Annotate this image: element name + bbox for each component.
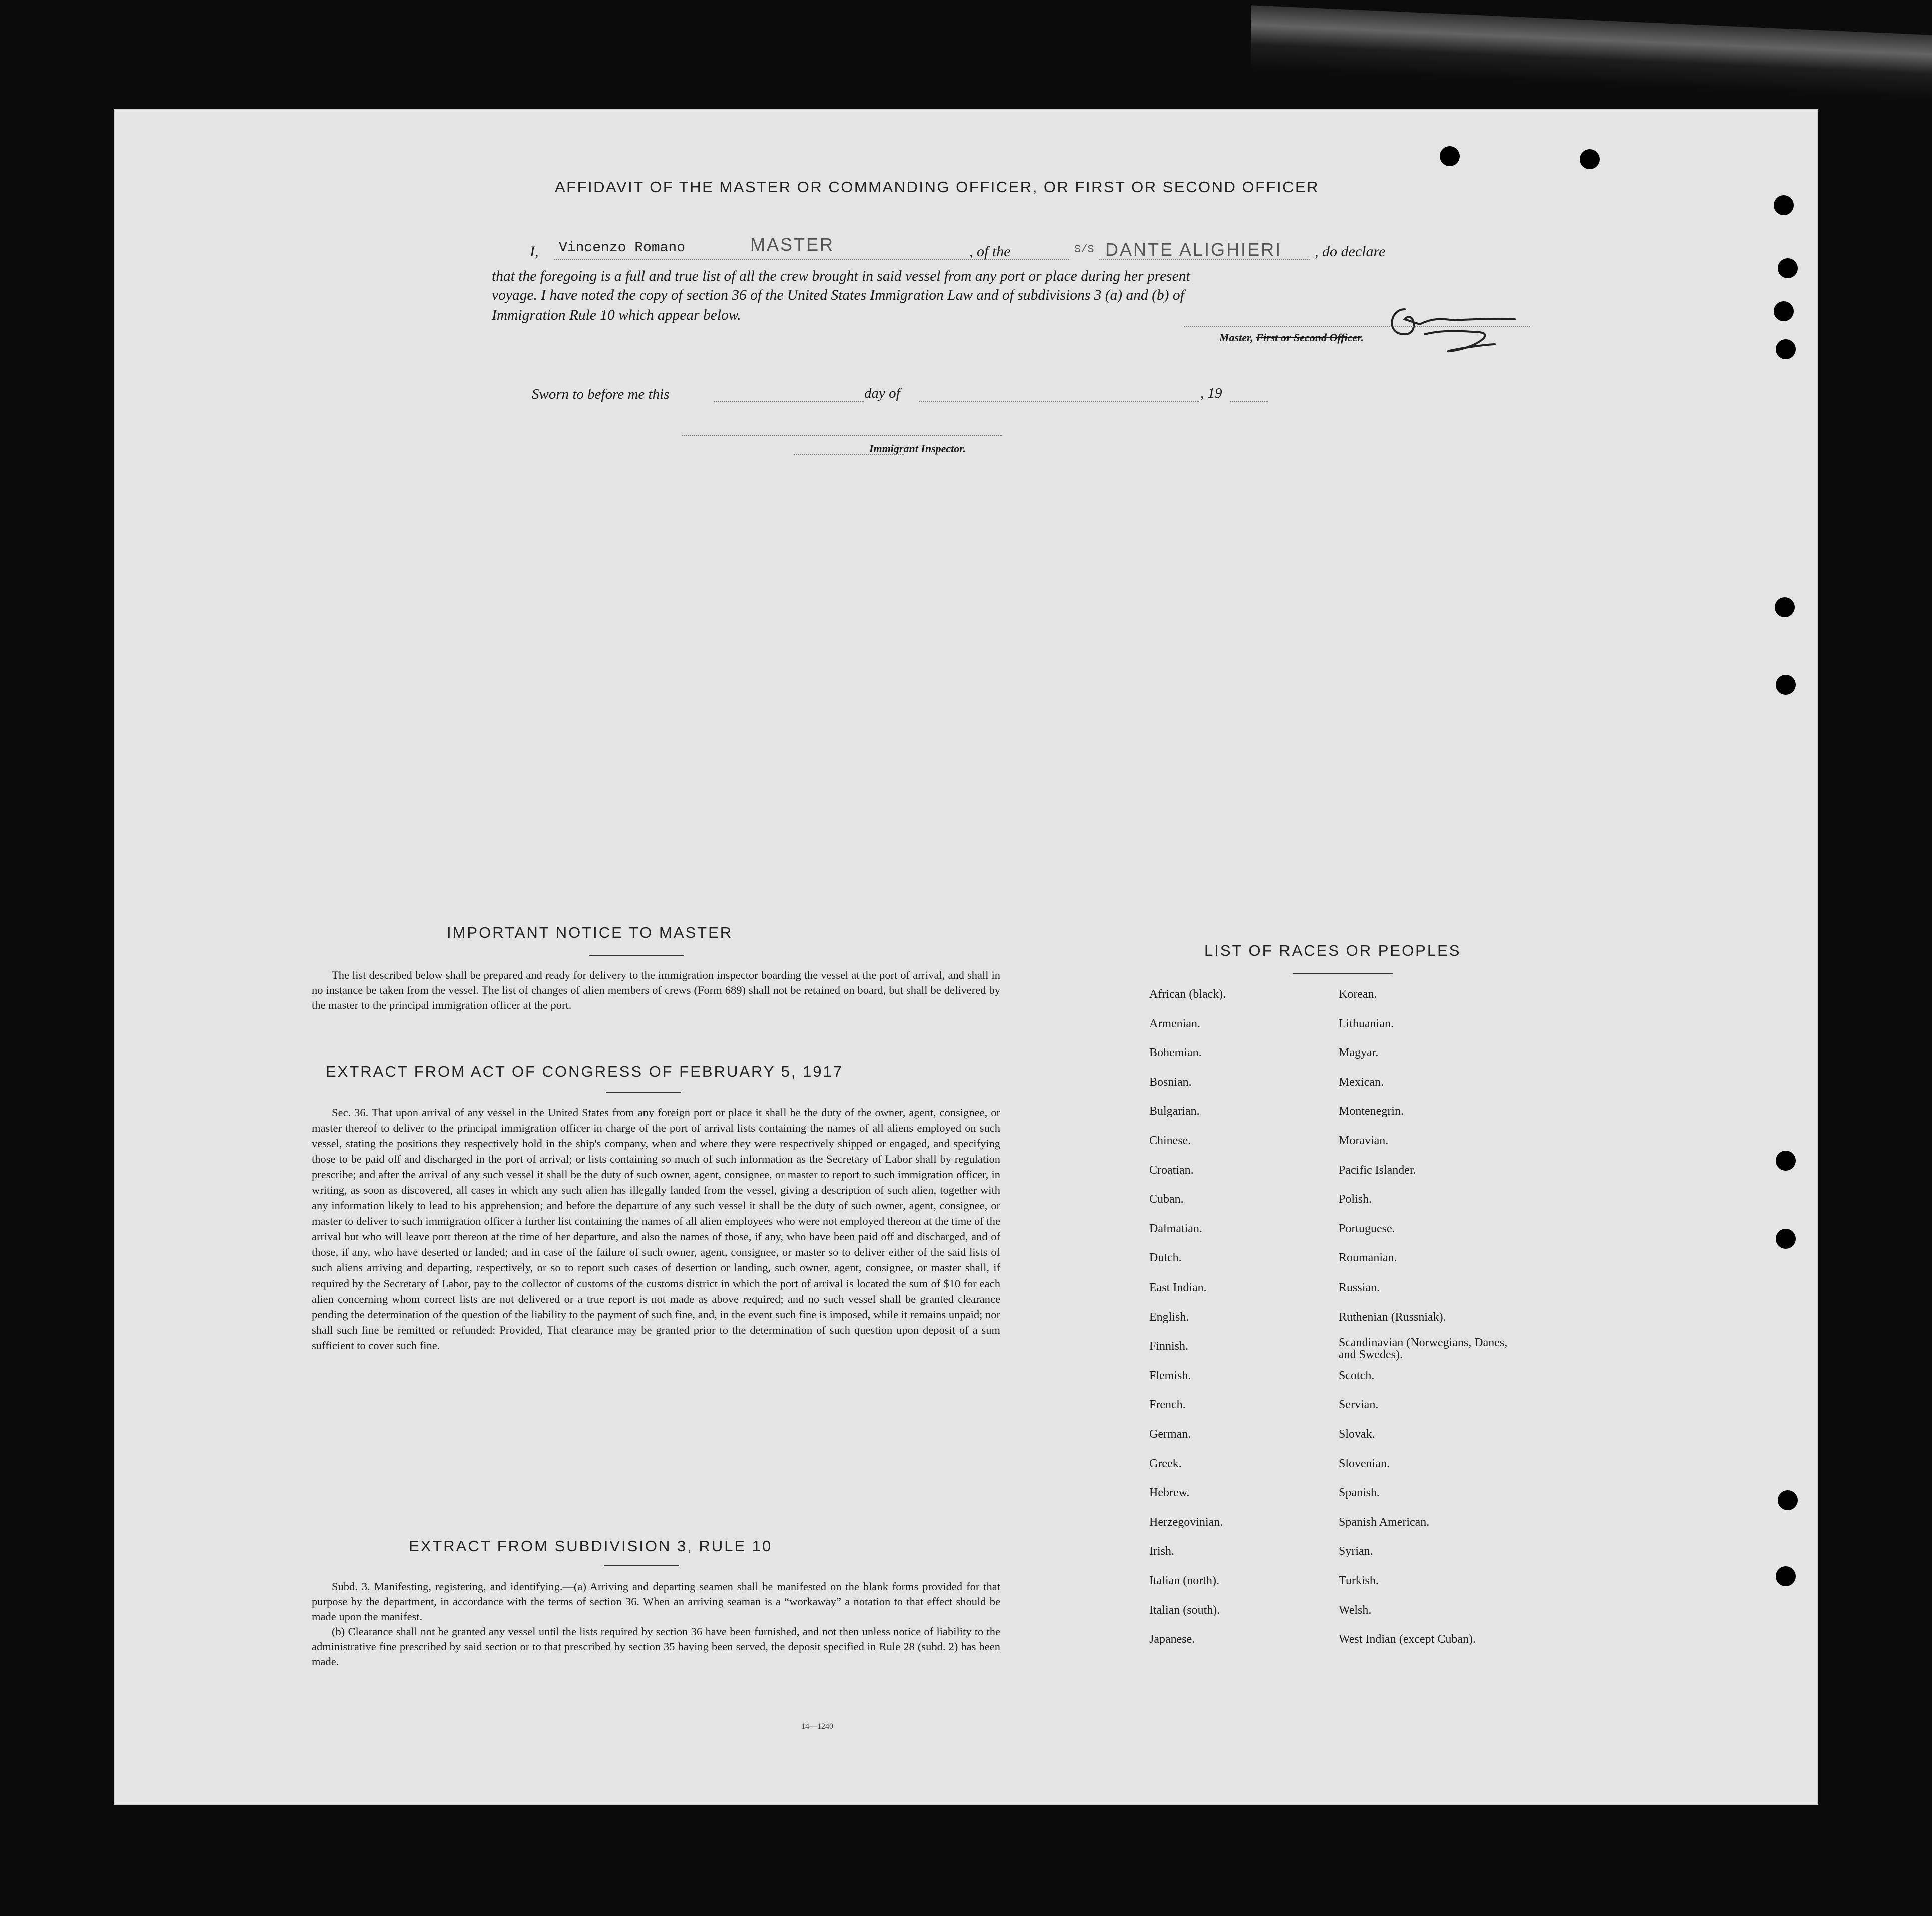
year-label: , 19 xyxy=(1200,385,1222,401)
master-signature xyxy=(1254,289,1535,359)
race-item: Irish. xyxy=(1149,1545,1174,1558)
vessel-name-stamp: DANTE ALIGHIERI xyxy=(1105,239,1282,260)
race-item: Spanish. xyxy=(1339,1486,1380,1499)
form-number: 14—1240 xyxy=(801,1722,833,1731)
rule-text xyxy=(312,1579,1000,1669)
notice-text xyxy=(312,968,1000,1013)
race-item: Bohemian. xyxy=(1149,1046,1202,1059)
race-item: Polish. xyxy=(1339,1193,1372,1206)
act-text xyxy=(312,1105,1000,1353)
race-item: West Indian (except Cuban). xyxy=(1339,1633,1476,1646)
do-declare-label: , do declare xyxy=(1315,243,1386,260)
race-item: Scandinavian (Norwegians, Danes, and Swedes). xyxy=(1339,1336,1508,1361)
race-item: Dalmatian. xyxy=(1149,1222,1202,1235)
race-item: Moravian. xyxy=(1339,1134,1389,1147)
vessel-prefix: S/S xyxy=(1074,243,1094,256)
race-item: Hebrew. xyxy=(1149,1486,1190,1499)
rule-title: EXTRACT FROM SUBDIVISION 3, RULE 10 xyxy=(409,1537,773,1555)
act-paragraph: Sec. 36. That upon arrival of any vessel in the United States from any foreign port or place it shall be the duty of the owner, agent, consignee, or master thereof to deliver to the principal immigration officer in charge of the port of arrival lists containing the names of all aliens employed on such vessel, stating the positions they respectively hold in the ship's company, when and where they were respectively shipped or engaged, and specifying those to be paid off and discharged in the port of arrival; or lists containing so much of such information as the Secretary of Labor shall by regulation prescribe; and after the arrival of any such vessel it shall be the duty of such owner, agent, consignee, or master to report to such immigration officer, in writing, as soon as discovered, all cases in which any such alien has illegally landed from the vessel, giving a description of such alien, together with any information likely to lead to his apprehension; and before the departure of any such vessel it shall be the duty of such owner, agent, consignee, or master to deliver to such immigration officer a further list containing the names of all alien employees who were not employed thereon at the time of the arrival but who will leave port thereon at the time of her departure, and also the names of those, if any, who have been paid off and discharged, and of those, if any, who have deserted or landed; and in case of the failure of such owner, agent, consignee, or master so to deliver either of the said lists of such aliens arriving and departing, respectively, or so to report such cases of desertion or landing, such owner, agent, consignee, or master shall, if required by the Secretary of Labor, pay to the collector of customs of the customs district in which the port of arrival is located the sum of $10 for each alien concerning whom correct lists are not delivered or a true report is not made as above required; and no such vessel shall be granted clearance pending the determination of the question of the liability to the payment of such fine, and, in the event such fine is imposed, while it remains unpaid; nor shall such fine be remitted or refunded: Provided, That clearance may be granted prior to the determination of such question upon deposit of a sum sufficient to cover such fine. xyxy=(312,1106,1000,1352)
race-item: Finnish. xyxy=(1149,1340,1189,1353)
race-item: Turkish. xyxy=(1339,1574,1379,1587)
races-title-rule xyxy=(1293,973,1393,974)
race-item: Lithuanian. xyxy=(1339,1017,1394,1030)
rule-paragraph-a: Subd. 3. Manifesting, registering, and identifying.—(a) Arriving and departing seamen shall be manifested on the blank forms provided for that purpose by the department, in accordance with the terms of section 36. When an arriving seaman is a “workaway” a notation to that effect should be made upon the manifest. xyxy=(312,1580,1000,1623)
punch-hole xyxy=(1774,195,1794,215)
race-item: Herzegovinian. xyxy=(1149,1516,1223,1529)
declarant-role-stamp: MASTER xyxy=(750,234,835,255)
race-item: Ruthenian (Russniak). xyxy=(1339,1311,1446,1324)
race-item: Japanese. xyxy=(1149,1633,1195,1646)
race-item: Croatian. xyxy=(1149,1164,1194,1177)
race-item: French. xyxy=(1149,1398,1186,1411)
sworn-day-line xyxy=(714,401,864,402)
punch-hole xyxy=(1580,149,1600,169)
race-item: Greek. xyxy=(1149,1457,1182,1470)
scan-edge-strip xyxy=(1251,5,1932,100)
inspector-signature-line xyxy=(682,435,1002,436)
signature-line xyxy=(1184,326,1530,327)
caption-struck: First or Second Officer xyxy=(1256,331,1361,344)
punch-hole xyxy=(1774,301,1794,321)
race-item: Servian. xyxy=(1339,1398,1379,1411)
race-item: Magyar. xyxy=(1339,1046,1379,1059)
race-item: Pacific Islander. xyxy=(1339,1164,1416,1177)
punch-hole xyxy=(1776,675,1796,695)
race-item: English. xyxy=(1149,1311,1189,1324)
sworn-month-line xyxy=(919,401,1199,402)
race-item: Bosnian. xyxy=(1149,1076,1192,1089)
race-item: Russian. xyxy=(1339,1281,1380,1294)
day-of-label: day of xyxy=(864,385,900,401)
race-item: Mexican. xyxy=(1339,1076,1384,1089)
race-item: Roumanian. xyxy=(1339,1251,1397,1264)
race-item: Bulgarian. xyxy=(1149,1105,1200,1118)
punch-hole xyxy=(1776,1151,1796,1171)
declarant-name: Vincenzo Romano xyxy=(559,240,686,256)
caption-master: Master, xyxy=(1219,331,1253,344)
punch-hole xyxy=(1778,1490,1798,1510)
race-item: Slovenian. xyxy=(1339,1457,1390,1470)
race-item: Korean. xyxy=(1339,988,1377,1001)
race-item: Cuban. xyxy=(1149,1193,1184,1206)
act-title-rule xyxy=(606,1092,681,1093)
race-item: Italian (north). xyxy=(1149,1574,1219,1587)
races-title: LIST OF RACES OR PEOPLES xyxy=(1204,942,1461,959)
race-item: Portuguese. xyxy=(1339,1222,1395,1235)
notice-title: IMPORTANT NOTICE TO MASTER xyxy=(447,924,733,941)
punch-hole xyxy=(1440,146,1460,166)
affidavit-i: I, xyxy=(530,243,539,260)
race-item: Dutch. xyxy=(1149,1251,1182,1264)
race-item: Italian (south). xyxy=(1149,1604,1220,1617)
race-item: Syrian. xyxy=(1339,1545,1373,1558)
of-the-label: , of the xyxy=(969,243,1011,260)
act-title: EXTRACT FROM ACT OF CONGRESS OF FEBRUARY 5, 1917 xyxy=(326,1063,844,1080)
race-item: Chinese. xyxy=(1149,1134,1191,1147)
punch-hole xyxy=(1775,597,1795,617)
race-item: Flemish. xyxy=(1149,1369,1191,1382)
punch-hole xyxy=(1776,1566,1796,1586)
race-item: Scotch. xyxy=(1339,1369,1375,1382)
race-item: Montenegrin. xyxy=(1339,1105,1404,1118)
vessel-underline xyxy=(1099,259,1310,260)
affidavit-line-3: voyage. I have noted the copy of section 36 of the United States Immigration Law and of subdivisions 3 (a) and (b) of xyxy=(492,287,1184,303)
notice-title-rule xyxy=(589,955,684,956)
caption-end: . xyxy=(1361,331,1364,344)
affidavit-line-4: Immigration Rule 10 which appear below. xyxy=(492,307,741,323)
race-item: Welsh. xyxy=(1339,1604,1372,1617)
race-item: German. xyxy=(1149,1428,1191,1441)
race-item: Armenian. xyxy=(1149,1017,1200,1030)
document-page xyxy=(114,109,1818,1805)
notice-paragraph: The list described below shall be prepared and ready for delivery to the immigration inspector boarding the vessel at the port of arrival, and shall in no instance be taken from the vessel. The list of changes of alien members of crews (Form 689) shall not be retained on board, but shall be delivered by the master to the principal immigration officer at the port. xyxy=(312,969,1000,1011)
rule-title-rule xyxy=(604,1565,679,1566)
punch-hole xyxy=(1776,339,1796,359)
sworn-year-line xyxy=(1230,401,1268,402)
inspector-caption: Immigrant Inspector. xyxy=(869,442,966,455)
signature-caption xyxy=(1219,331,1364,344)
rule-paragraph-b: (b) Clearance shall not be granted any vessel until the lists required by section 36 have been furnished, and not then unless notice of liability to the administrative fine prescribed by said section or to that prescribed by section 35 having been served, the deposit specified in Rule 28 (subd. 2) has been made. xyxy=(312,1625,1000,1668)
sworn-label: Sworn to before me this xyxy=(532,386,670,402)
race-item: African (black). xyxy=(1149,988,1226,1001)
race-item: Slovak. xyxy=(1339,1428,1375,1441)
race-item: Spanish American. xyxy=(1339,1516,1430,1529)
punch-hole xyxy=(1778,258,1798,278)
punch-hole xyxy=(1776,1229,1796,1249)
affidavit-line-2: that the foregoing is a full and true list of all the crew brought in said vessel from any port or place during her present xyxy=(492,268,1190,284)
race-item: East Indian. xyxy=(1149,1281,1207,1294)
affidavit-title: AFFIDAVIT OF THE MASTER OR COMMANDING OFFICER, OR FIRST OR SECOND OFFICER xyxy=(555,178,1320,196)
